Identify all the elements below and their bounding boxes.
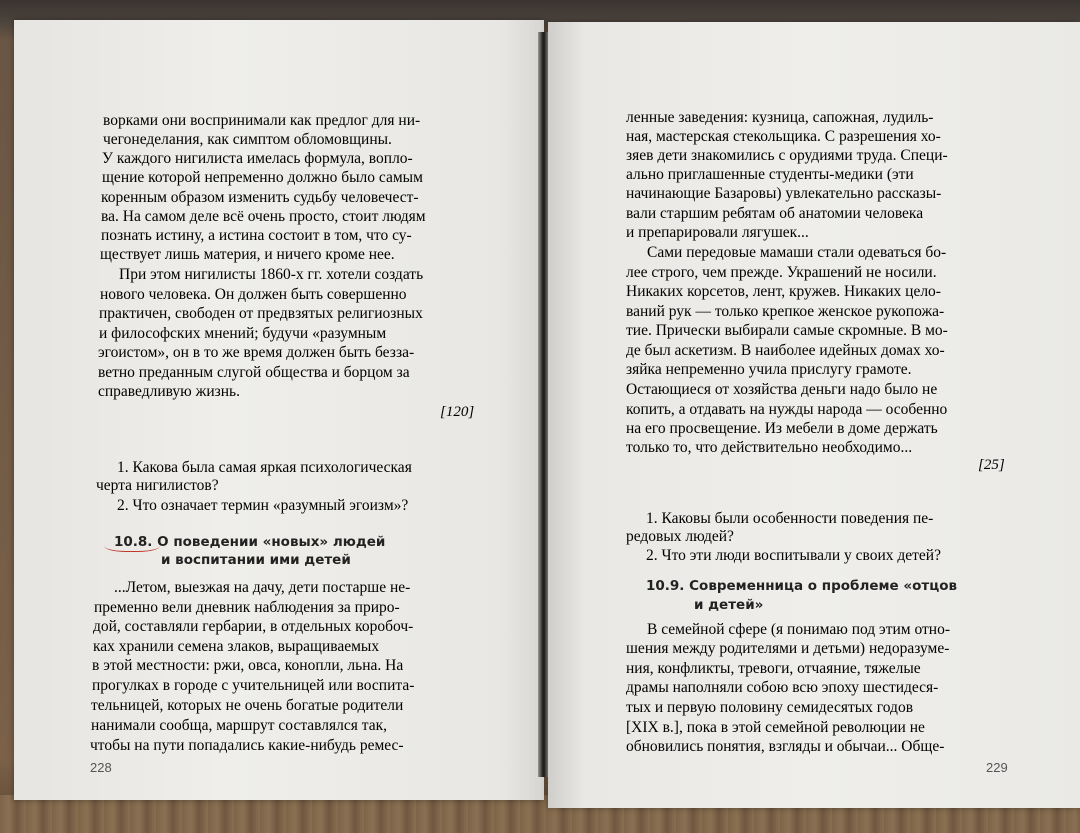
right-p2-line: тие. Прически выбирали самые скромные. В мо- (626, 322, 948, 339)
left-p1-line: чегонеделания, как симптом обломовщины. (103, 131, 392, 148)
left-p2-line: практичен, свободен от предвзятых религиозных (99, 305, 423, 322)
left-section-subheading: и воспитании ими детей (161, 552, 351, 568)
left-p1-line: У каждого нигилиста имелась формула, вопло- (102, 150, 413, 167)
left-p2-line: ветно преданным слугой общества и борцом за (98, 364, 410, 381)
right-p1-line: ная, мастерская стекольщика. С разрешения хо- (626, 128, 941, 145)
left-p3-line: нанимали сообща, маршрут составлялся так, (91, 717, 388, 734)
right-question-line: 2. Что эти люди воспитывали у своих детей? (646, 547, 941, 564)
right-p2-line: на его просвещение. Из мебели в доме держать (626, 420, 938, 437)
right-citation: [25] (978, 457, 1005, 473)
right-p1-line: ально приглашенные студенты-медики (эти (626, 166, 914, 183)
left-section-heading: 10.8. О поведении «новых» людей (114, 534, 386, 550)
right-p3-line: тых и первую половину семидесятых годов (626, 699, 914, 716)
right-p2-line: Сами передовые мамаши стали одеваться бо- (647, 244, 947, 261)
left-p2-line: При этом нигилисты 1860-х гг. хотели создать (119, 266, 424, 283)
left-page-number: 228 (90, 760, 112, 775)
right-p1-line: ленные заведения: кузница, сапожная, лудиль- (626, 109, 934, 126)
right-page-number: 229 (986, 760, 1008, 775)
left-p1-line: ва. На самом деле всё очень просто, стоит людям (101, 208, 426, 225)
right-section-heading: 10.9. Современница о проблеме «отцов (646, 578, 958, 594)
right-p1-line: зяев дети знакомились с орудиями труда. Специ- (626, 147, 948, 164)
left-p1-line: ществует лишь материя, и ничего кроме нее. (100, 246, 395, 263)
left-p1-line: познать истину, а истина состоит в том, что су- (101, 227, 412, 244)
right-p3-line: шения между родителями и детьми) недоразуме- (626, 640, 950, 657)
left-p3-line: дой, составляли гербарии, в отдельных коробоч- (93, 618, 414, 635)
right-p2-line: де был аскетизм. В наиболее идейных домах хо- (626, 342, 945, 359)
right-p2-line: Никаких корсетов, лент, кружев. Никаких цело- (626, 283, 941, 300)
left-p3-line: пременно вели дневник наблюдения за приро- (94, 599, 400, 616)
right-p2-line: только то, что действительно необходимо... (626, 439, 913, 456)
right-p3-line: обновились понятия, взгляды и обычаи... Обще- (626, 738, 945, 755)
left-citation: [120] (440, 404, 475, 420)
left-p2-line: справедливую жизнь. (98, 383, 240, 400)
right-p1-line: и препарировали лягушек... (626, 224, 809, 241)
left-p3-line: чтобы на пути попадались какие-нибудь ремес- (90, 737, 404, 754)
right-p2-line: ваний рук — только крепкое женское рукопожа- (626, 303, 945, 320)
right-p1-line: вали старшим ребятам об анатомии человека (626, 205, 924, 222)
right-p2-line: зяйка непременно учила прислугу грамоте. (626, 361, 912, 378)
left-p1-line: коренным образом изменить судьбу человечест- (101, 189, 419, 206)
right-p3-line: ния, конфликты, тревоги, отчаяние, тяжелые (626, 660, 921, 677)
right-p3-line: В семейной сфере (я понимаю под этим отно- (647, 621, 950, 638)
right-section-subheading: и детей» (694, 597, 764, 613)
left-p3-line: ках хранили семена злаков, выращиваемых (93, 638, 380, 655)
right-p1-line: начинающие Базаровы) увлекательно рассказы- (626, 185, 942, 202)
right-p2-line: копить, а отдавать на нужды народа — особенно (626, 401, 948, 418)
left-p3-line: прогулках в городе с учительницей или воспита- (92, 677, 415, 694)
left-p3-line: в этой местности: ржи, овса, конопли, льна. На (92, 657, 404, 674)
left-p2-line: нового человека. Он должен быть совершенно (100, 286, 407, 303)
right-p3-line: драмы наполняли собою всю эпоху шестидеся- (626, 679, 939, 696)
left-p1-line: щение которой непременно должно было самым (102, 169, 423, 186)
red-pen-underline (104, 537, 160, 552)
left-question-line: 2. Что означает термин «разумный эгоизм»? (117, 497, 409, 514)
right-p2-line: Остающиеся от хозяйства деньги надо было не (626, 381, 938, 398)
right-p3-line: [XIX в.], пока в этой семейной революции не (626, 719, 925, 736)
left-p2-line: и философских мнений; будучи «разумным (99, 325, 387, 342)
left-question-line: 1. Какова была самая яркая психологическая (117, 459, 412, 476)
right-question-line: 1. Каковы были особенности поведения пе- (646, 510, 934, 527)
right-question-line: редовых людей? (626, 528, 734, 545)
left-p3-line: ...Летом, выезжая на дачу, дети постарше не- (114, 579, 411, 596)
left-p1-line: ворками они воспринимали как предлог для ни- (103, 112, 421, 129)
left-question-line: черта нигилистов? (96, 477, 219, 494)
book-spine (538, 32, 548, 777)
right-p2-line: лее строго, чем прежде. Украшений не носили. (626, 264, 937, 281)
left-p3-line: тельницей, которых не очень богатые родители (91, 697, 404, 714)
left-p2-line: эгоистом», он в то же время должен быть безза- (98, 344, 415, 361)
